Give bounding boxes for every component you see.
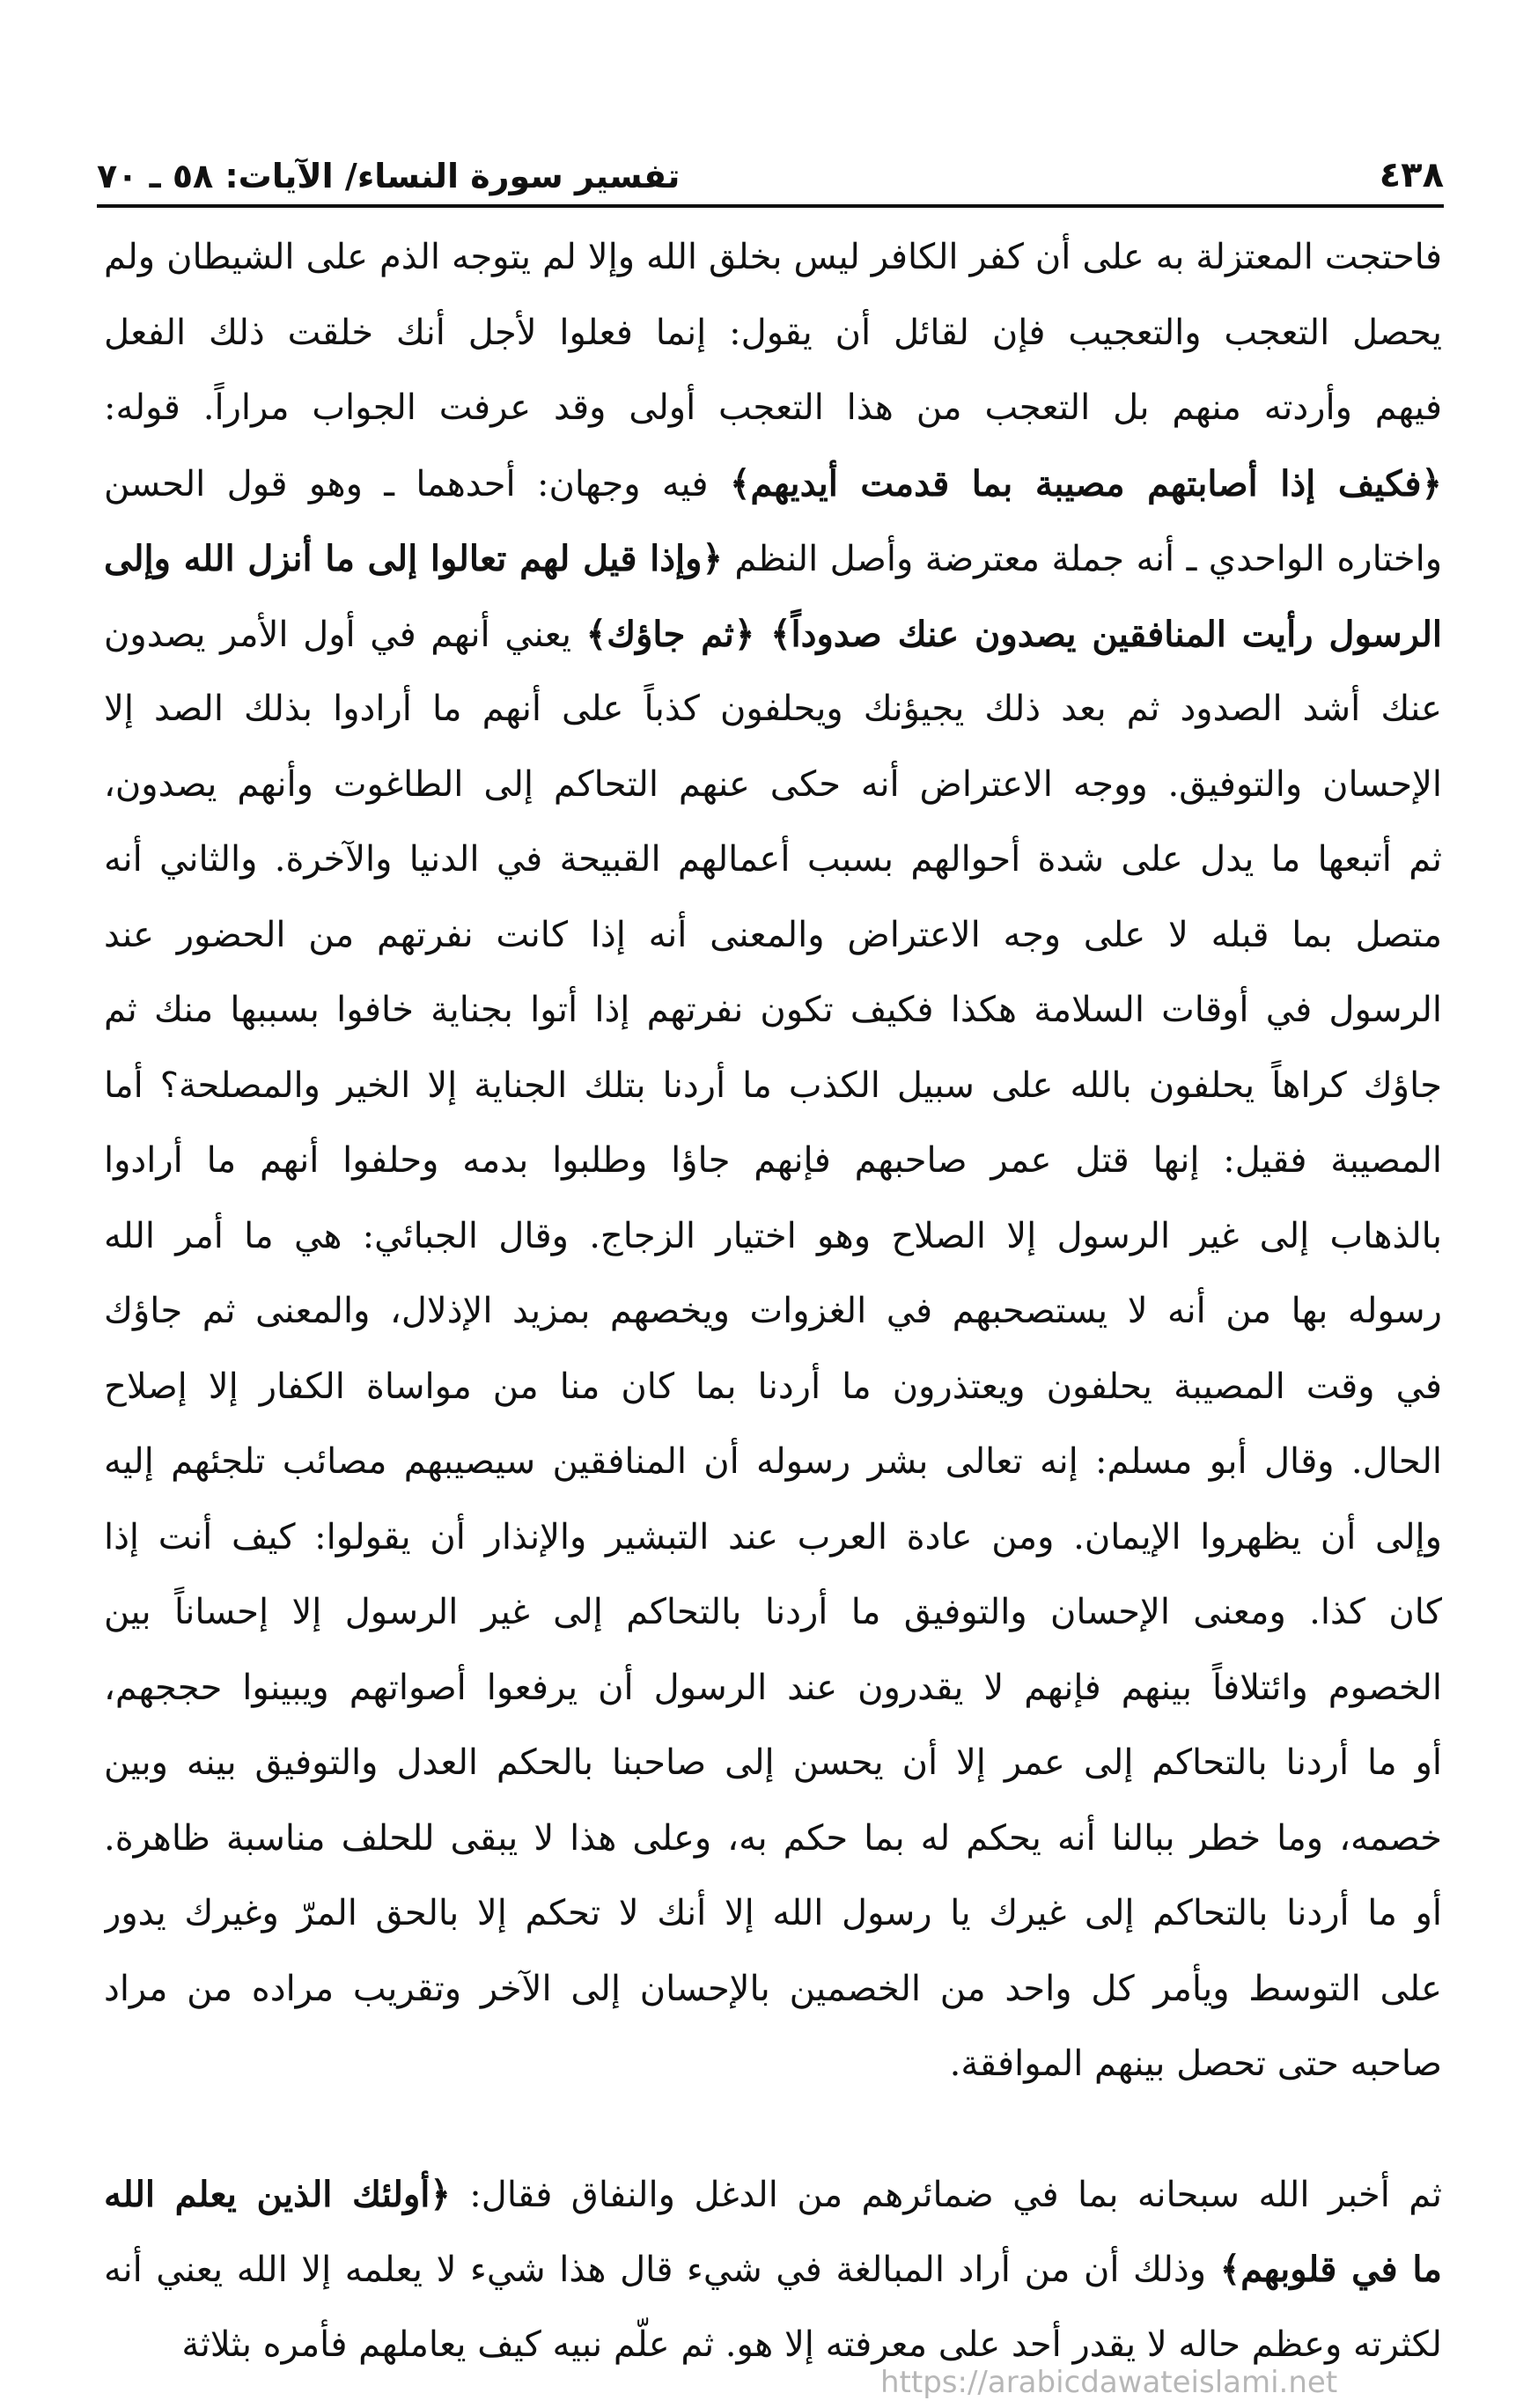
text-line: على التوسط ويأمر كل واحد من الخصمين بالإحسان إلى الآخر وتقريب مراده من مراد — [104, 1968, 1442, 2009]
text-segment: فيه وجهان: أحدهما ـ وهو قول الحسن — [104, 463, 730, 504]
text-line: الرسول في أوقات السلامة هكذا فكيف تكون نفرتهم إذا أتوا بجناية خافوا بسببها منك ثم — [104, 990, 1442, 1030]
text-line — [104, 446, 1442, 522]
text-line: أو ما أردنا بالتحاكم إلى غيرك يا رسول الله إلا أنك لا تحكم إلا بالحق المرّ وغيرك يدور — [104, 1893, 1442, 1933]
text-line: الإحسان والتوفيق. ووجه الاعتراض أنه حكى عنهم التحاكم إلى الطاغوت وأنهم يصدون، — [104, 763, 1442, 805]
quran-quote: ﴿وإذا قيل لهم تعالوا إلى ما أنزل الله وإلى — [104, 538, 723, 579]
text-line: عنك أشد الصدود ثم بعد ذلك يجيؤنك ويحلفون كذباً على أنهم ما أرادوا بذلك الصد إلا — [104, 689, 1442, 729]
page-number: ٤٣٨ — [1379, 155, 1444, 195]
text-line: بالذهاب إلى غير الرسول إلا الصلاح وهو اختيار الزجاج. وقال الجبائي: هي ما أمر الله — [104, 1215, 1442, 1256]
text-segment: وذلك أن من أراد المبالغة في شيء قال هذا شيء لا يعلمه إلا الله يعني أنه — [104, 2250, 1220, 2290]
text-line — [104, 597, 1442, 673]
text-line: فاحتجت المعتزلة به على أن كفر الكافر ليس بخلق الله وإلا لم يتوجه الذم على الشيطان ولم — [104, 237, 1442, 277]
quran-quote: ﴿أولئك الذين يعلم الله — [104, 2173, 451, 2215]
quran-quote: ما في قلوبهم﴾ — [1219, 2249, 1442, 2290]
text-line: لكثرته وعظم حاله لا يقدر أحد على معرفته إلا هو. ثم علّم نبيه كيف يعاملهم فأمره بثلاثة — [181, 2323, 1442, 2365]
paragraph-gap — [104, 2102, 1442, 2157]
page-header — [97, 141, 1444, 195]
text-line: متصل بما قبله لا على وجه الاعتراض والمعنى أنه إذا كانت نفرتهم من الحضور عند — [104, 914, 1442, 955]
text-line: كان كذا. ومعنى الإحسان والتوفيق ما أردنا بالتحاكم إلى غير الرسول إلا إحساناً بين — [104, 1592, 1442, 1632]
watermark-url: https://arabicdawateislami.net — [880, 2365, 1338, 2400]
text-line: خصمه، وما خطر ببالنا أنه يحكم له بما حكم به، وعلى هذا لا يبقى للحلف مناسبة ظاهرة. — [104, 1817, 1442, 1859]
text-line — [104, 521, 1442, 597]
text-line: في وقت المصيبة يحلفون ويعتذرون ما أردنا بما كان منا من مواساة الكفار إلا إصلاح — [104, 1366, 1442, 1407]
text-line: ثم أتبعها ما يدل على شدة أحوالهم بسبب أعمالهم القبيحة في الدنيا والآخرة. والثاني أنه — [104, 839, 1442, 880]
paragraph-1 — [104, 220, 1442, 2102]
text-line — [104, 2232, 1442, 2308]
text-segment: يعني أنهم في أول الأمر يصدون — [104, 614, 586, 655]
text-line: فيهم وأردته منهم بل التعجب من هذا التعجب أولى وقد عرفت الجواب مراراً. قوله: — [104, 387, 1442, 428]
body-text — [104, 220, 1442, 2382]
text-segment: ثم أخبر الله سبحانه بما في ضمائرهم من الدغل والنفاق فقال: — [450, 2174, 1442, 2215]
text-line: صاحبه حتى تحصل بينهم الموافقة. — [949, 2043, 1442, 2084]
text-line: جاؤك كراهاً يحلفون بالله على سبيل الكذب ما أردنا بتلك الجناية إلا الخير والمصلحة؟ أما — [104, 1064, 1442, 1106]
quran-quote: ﴿فكيف إذا أصابتهم مصيبة بما قدمت أيديهم﴾ — [729, 462, 1442, 504]
text-line: الخصوم وائتلافاً بينهم فإنهم لا يقدرون عند الرسول أن يرفعوا أصواتهم ويبينوا حججهم، — [104, 1667, 1442, 1708]
text-line: أو ما أردنا بالتحاكم إلى عمر إلا أن يحسن إلى صاحبنا بالحكم العدل والتوفيق بينه وبين — [104, 1742, 1442, 1783]
paragraph-2 — [104, 2157, 1442, 2383]
text-line: رسوله بها من أنه لا يستصحبهم في الغزوات ويخصهم بمزيد الإذلال، والمعنى ثم جاؤك — [104, 1291, 1442, 1331]
running-title: تفسير سورة النساء/ الآيات: ٥٨ ـ ٧٠ — [97, 157, 681, 195]
text-line — [104, 2157, 1442, 2233]
text-line: الحال. وقال أبو مسلم: إنه تعالى بشر رسوله أن المنافقين سيصيبهم مصائب تلجئهم إليه — [104, 1441, 1442, 1482]
text-segment: واختاره الواحدي ـ أنه جملة معترضة وأصل النظم — [722, 539, 1442, 579]
text-line: وإلى أن يظهروا الإيمان. ومن عادة العرب عند التبشير والإنذار أن يقولوا: كيف أنت إذا — [104, 1516, 1442, 1557]
header-rule — [97, 204, 1444, 208]
text-line: يحصل التعجب والتعجيب فإن لقائل أن يقول: إنما فعلوا لأجل أنك خلقت ذلك الفعل — [104, 312, 1442, 353]
quran-quote: الرسول رأيت المنافقين يصدون عنك صدوداً﴾ ﴿ثم جاؤك﴾ — [585, 613, 1442, 655]
text-line: المصيبة فقيل: إنها قتل عمر صاحبهم فإنهم جاؤا وطلبوا بدمه وحلفوا أنهم ما أرادوا — [104, 1140, 1442, 1181]
